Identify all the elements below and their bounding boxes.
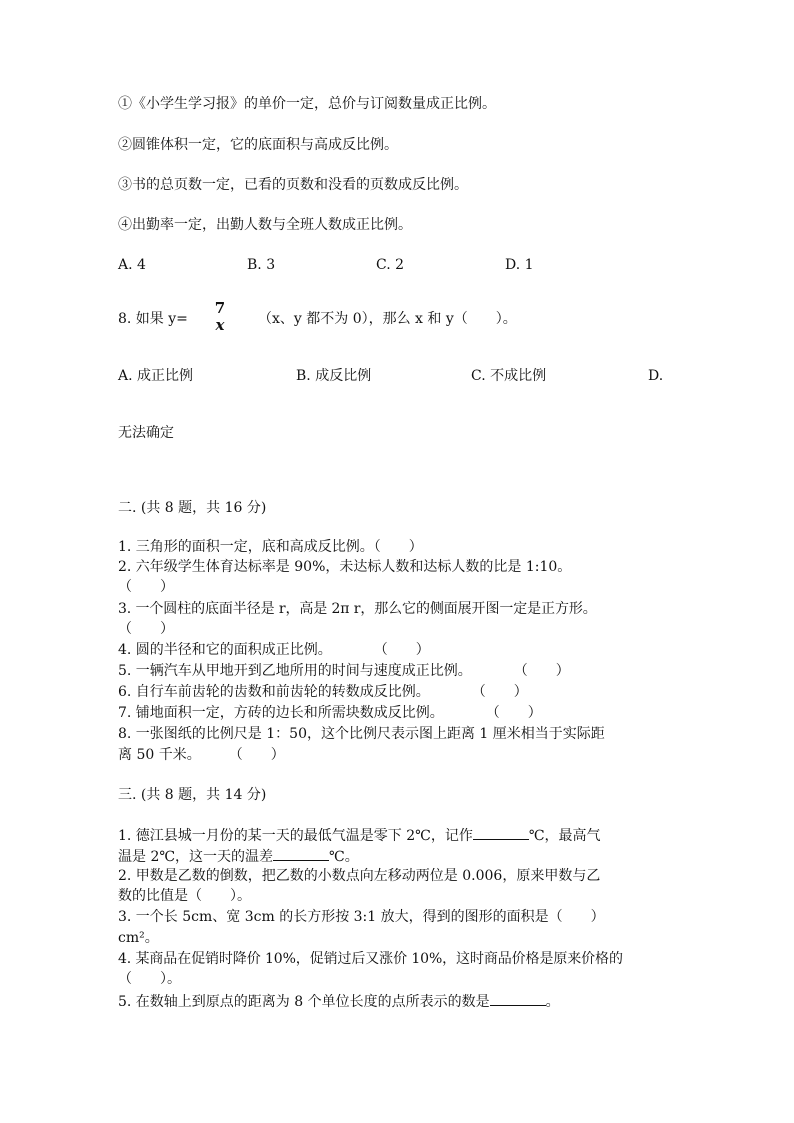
statement-4: ④出勤率一定，出勤人数与全班人数成正比例。: [118, 217, 412, 233]
section-2-line: 6. 自行车前齿轮的齿数和前齿轮的转数成反比例。 （ ）: [118, 684, 528, 700]
q1-text-a: 1. 德江县城一月份的某一天的最低气温是零下 2℃，记作: [118, 828, 473, 844]
q8-denominator: x: [215, 316, 225, 334]
section-2-line: 5. 一辆汽车从甲地开到乙地所用的时间与速度成正比例。 （ ）: [118, 663, 570, 679]
section-2-line: 4. 圆的半径和它的面积成正比例。 （ ）: [118, 642, 430, 658]
section-3-q5-line: [118, 991, 560, 1012]
q8-option-d-continued: 无法确定: [118, 425, 174, 441]
section-3-q2-line1: 2. 甲数是乙数的倒数，把乙数的小数点向左移动两位是 0.006，原来甲数与乙: [118, 868, 601, 884]
q1-text-d: ℃。: [329, 849, 359, 865]
q8-prefix: 8. 如果 y=: [118, 311, 188, 327]
q7-option-d: D. 1: [505, 257, 534, 273]
q1-text-c: 温是 2℃，这一天的温差: [118, 849, 274, 865]
section-3-heading: 三. (共 8 题，共 14 分): [118, 787, 267, 803]
section-3-q4-line2: （ ）。: [118, 971, 181, 987]
answer-blank[interactable]: [490, 991, 546, 1006]
q7-option-a: A. 4: [118, 257, 146, 273]
q7-option-c: C. 2: [376, 257, 405, 273]
statement-3: ③书的总页数一定，已看的页数和没看的页数成反比例。: [118, 177, 468, 193]
answer-blank[interactable]: [473, 825, 529, 840]
q8-fraction: [212, 300, 228, 334]
section-3-q3-line1: 3. 一个长 5cm、宽 3cm 的长方形按 3:1 放大，得到的图形的面积是（ ）: [118, 909, 605, 925]
section-2-line: 8. 一张图纸的比例尺是 1：50，这个比例尺表示图上距离 1 厘米相当于实际距: [118, 726, 605, 742]
section-2-heading: 二. (共 8 题，共 16 分): [118, 500, 267, 516]
answer-blank[interactable]: [273, 846, 329, 861]
section-2-line: 2. 六年级学生体育达标率是 90%，未达标人数和达标人数的比是 1:10。: [118, 559, 572, 575]
statement-2: ②圆锥体积一定，它的底面积与高成反比例。: [118, 137, 398, 153]
q8-option-a: A. 成正比例: [118, 368, 194, 384]
q8-option-b: B. 成反比例: [296, 368, 372, 384]
q8-numerator: 7: [214, 299, 226, 317]
statement-1: ①《小学生学习报》的单价一定，总价与订阅数量成正比例。: [118, 96, 496, 112]
section-3-q1-line1: [118, 825, 601, 846]
q5-text-a: 5. 在数轴上到原点的距离为 8 个单位长度的点所表示的数是: [118, 994, 490, 1010]
section-2-line: （ ）: [118, 621, 174, 637]
section-3-q4-line1: 4. 某商品在促销时降价 10%，促销过后又涨价 10%，这时商品价格是原来价格的: [118, 951, 623, 967]
q5-text-b: 。: [545, 994, 560, 1010]
section-3-q3-line2: cm²。: [118, 930, 159, 946]
q8-option-d: D.: [648, 368, 664, 384]
section-2-line: （ ）: [118, 579, 174, 595]
q1-text-b: ℃，最高气: [528, 828, 601, 844]
section-2-line: 离 50 千米。 （ ）: [118, 747, 285, 763]
section-3-q1-line2: [118, 846, 359, 867]
section-2-line: 7. 铺地面积一定，方砖的边长和所需块数成反比例。 （ ）: [118, 705, 542, 721]
q8-suffix: （x、y 都不为 0），那么 x 和 y（ ）。: [258, 311, 517, 327]
q7-option-b: B. 3: [247, 257, 276, 273]
q8-option-c: C. 不成比例: [471, 368, 547, 384]
section-3-q2-line2: 数的比值是（ ）。: [118, 888, 251, 904]
section-2-line: 3. 一个圆柱的底面半径是 r，高是 2π r，那么它的侧面展开图一定是正方形。: [118, 601, 597, 617]
section-2-line: 1. 三角形的面积一定，底和高成反比例。（ ）: [118, 539, 423, 555]
